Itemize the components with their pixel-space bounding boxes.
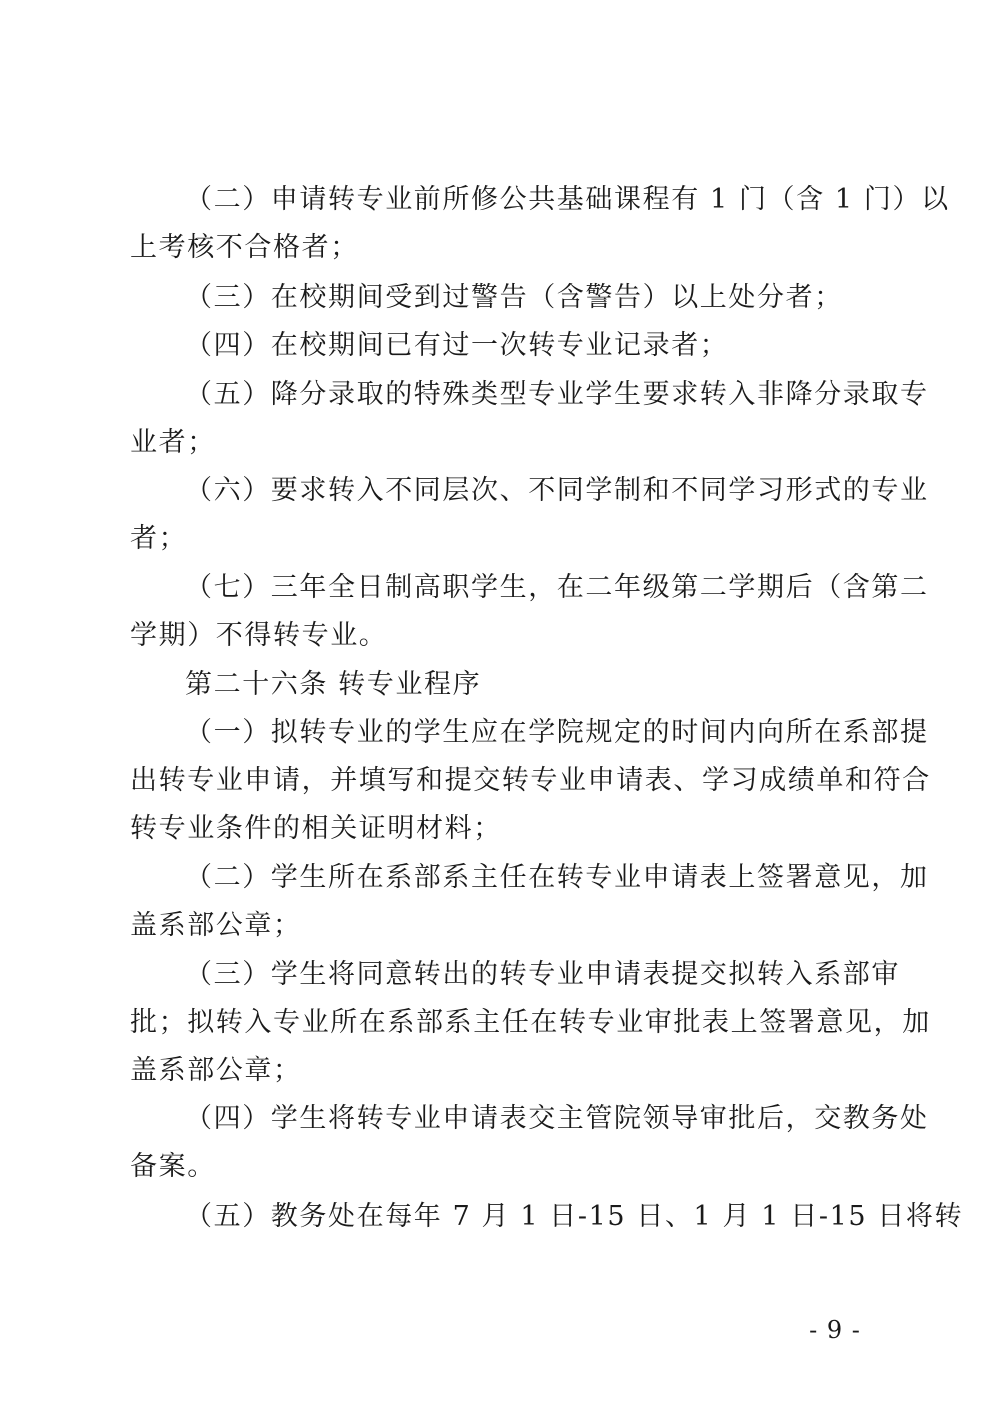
text-line: （二）申请转专业前所修公共基础课程有 1 门（含 1 门）以 [185, 184, 950, 215]
text-line: （三）在校期间受到过警告（含警告）以上处分者； [185, 282, 843, 313]
text-line: （五）教务处在每年 7 月 1 日-15 日、1 月 1 日-15 日将转 [185, 1201, 964, 1232]
text-line: 转专业条件的相关证明材料； [130, 813, 502, 844]
text-line: 盖系部公章； [130, 1055, 302, 1086]
text-line: （六）要求转入不同层次、不同学制和不同学习形式的专业 [185, 475, 929, 506]
text-line: （一）拟转专业的学生应在学院规定的时间内向所在系部提 [185, 717, 929, 748]
text-line: 上考核不合格者； [130, 232, 359, 263]
text-line: 者； [130, 523, 188, 554]
text-line: 学期）不得转专业。 [130, 620, 388, 651]
text-line: 出转专业申请，并填写和提交转专业申请表、学习成绩单和符合 [130, 765, 931, 796]
text-line: 盖系部公章； [130, 910, 302, 941]
section-heading: 第二十六条 转专业程序 [185, 669, 482, 700]
text-line: （二）学生所在系部系主任在转专业申请表上签署意见，加 [185, 862, 929, 893]
page-number: - 9 - [809, 1316, 861, 1344]
text-line: 备案。 [130, 1151, 216, 1182]
text-line: （五）降分录取的特殊类型专业学生要求转入非降分录取专 [185, 379, 929, 410]
text-line: （三）学生将同意转出的转专业申请表提交拟转入系部审 [185, 959, 900, 990]
text-line: 批；拟转入专业所在系部系主任在转专业审批表上签署意见，加 [130, 1007, 931, 1038]
text-line: （七）三年全日制高职学生，在二年级第二学期后（含第二 [185, 572, 929, 603]
text-line: 业者； [130, 427, 216, 458]
text-line: （四）学生将转专业申请表交主管院领导审批后，交教务处 [185, 1103, 929, 1134]
text-line: （四）在校期间已有过一次转专业记录者； [185, 330, 729, 361]
